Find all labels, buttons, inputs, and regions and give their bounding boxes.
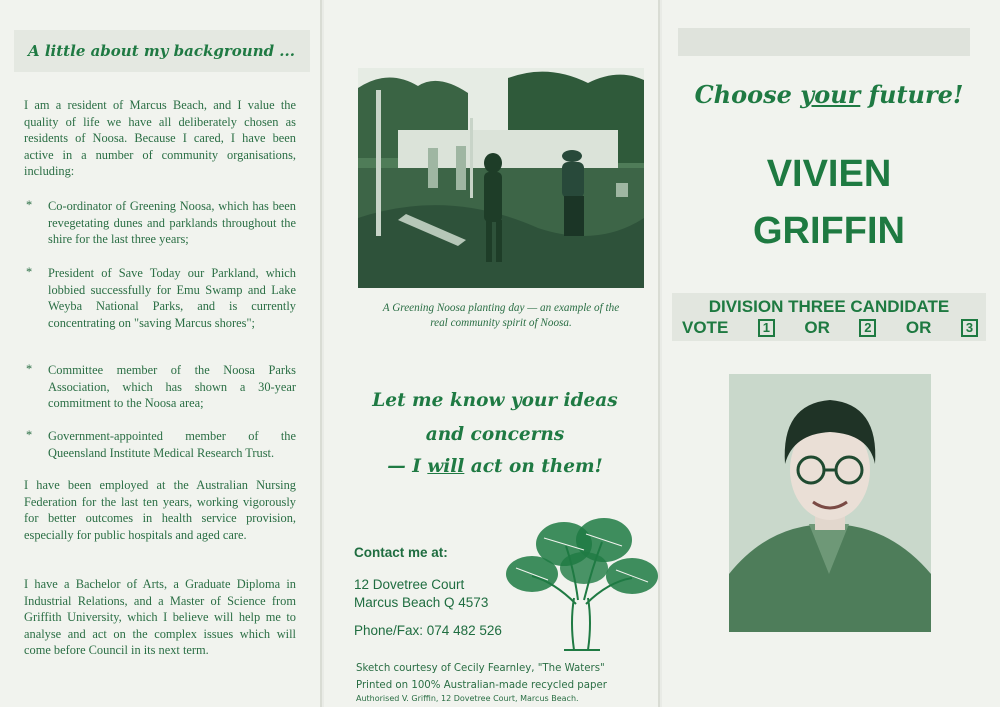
bullet-medical-research: Government-appointed member of the Queensland Institute Medical Research Trust.	[48, 429, 296, 460]
bullet-marker: *	[26, 428, 33, 442]
background-heading: A little about my background ...	[28, 42, 295, 60]
vote-box-3: 3	[961, 319, 978, 337]
pandanus-tree-icon	[504, 512, 660, 662]
or-label: OR	[905, 318, 932, 337]
bullet-marker: *	[26, 265, 33, 279]
choose-your-future	[672, 80, 986, 109]
authorisation-line: Authorised V. Griffin, 12 Dovetree Court, Marcus Beach.	[356, 694, 579, 703]
recycled-paper-note: Printed on 100% Australian-made recycled paper	[356, 680, 607, 691]
address-line-1: 12 Dovetree Court	[354, 577, 465, 592]
choose-emphasis: your	[800, 80, 861, 109]
phone-fax: Phone/Fax: 074 482 526	[354, 623, 502, 638]
contact-heading: Contact me at:	[354, 545, 448, 560]
caption-line-2: real community spirit of Noosa.	[430, 317, 572, 329]
planting-day-illustration	[358, 68, 644, 288]
candidate-last-name: GRIFFIN	[753, 210, 905, 252]
intro-paragraph: I am a resident of Marcus Beach, and I value the quality of life we have all deliberately chosen as residents of Noosa. Because I cared, I have been active in a number of community organisations, including:	[24, 98, 296, 179]
candidate-first-name: VIVIEN	[766, 153, 892, 195]
bullet-noosa-parks: Committee member of the Noosa Parks Association, which has shown a 30-year commitment to the Noosa area;	[48, 363, 296, 411]
call-to-action-line-3	[340, 456, 650, 477]
sketch-credit: Sketch courtesy of Cecily Fearnley, "The Waters"	[356, 663, 605, 674]
tree-sketch	[504, 512, 660, 662]
address-line-2: Marcus Beach Q 4573	[354, 595, 489, 610]
choose-after: future!	[860, 80, 964, 109]
bullet-greening-noosa: Co-ordinator of Greening Noosa, which has been revegetating dunes and parklands throughout the shire for the last three years;	[48, 199, 296, 247]
education-paragraph: I have a Bachelor of Arts, a Graduate Diploma in Industrial Relations, and a Master of Science from Griffith University, which I believe will help me to analyse and act on the complex issues which will come before Council in its next term.	[24, 577, 296, 658]
portrait-illustration	[729, 374, 931, 632]
division-title: DIVISION THREE CANDIDATE	[708, 297, 950, 316]
bullet-marker: *	[26, 198, 33, 212]
cover-top-band	[678, 28, 970, 56]
call-to-action-line-1: Let me know your ideas	[372, 390, 618, 411]
choose-before: Choose	[694, 80, 801, 109]
candidate-portrait	[729, 374, 931, 632]
vote-row	[682, 318, 978, 338]
photo-caption	[352, 301, 650, 331]
vote-box-2: 2	[859, 319, 876, 337]
bullet-save-today: President of Save Today our Parkland, which lobbied successfully for Emu Swamp and Lake Weyba National Parks, and is currently concentrating on "saving Marcus shores";	[48, 266, 296, 330]
vote-label: VOTE	[682, 318, 729, 337]
employment-paragraph: I have been employed at the Australian Nursing Federation for the last ten years, working vigorously for better outcomes in health service provision, especially for public hospitals and aged care.	[24, 478, 296, 542]
call-to-action-line-2: and concerns	[425, 424, 565, 445]
planting-day-photo	[358, 68, 644, 288]
call-emphasis: will	[427, 456, 465, 477]
bullet-marker: *	[26, 362, 33, 376]
caption-line-1: A Greening Noosa planting day — an example of the	[382, 302, 620, 314]
call-after: act on them!	[464, 456, 603, 477]
vote-box-1: 1	[758, 319, 775, 337]
or-label: OR	[804, 318, 830, 337]
call-before: — I	[387, 456, 428, 477]
